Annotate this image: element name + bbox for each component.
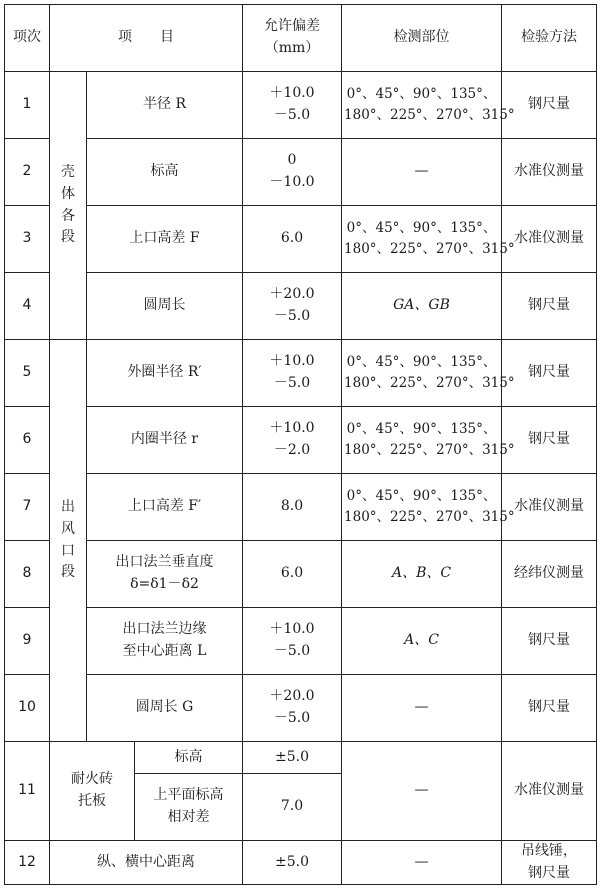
method-line: 吊线锤， (521, 843, 578, 859)
table-row (5, 608, 597, 675)
row-location (342, 340, 515, 407)
row-item (87, 541, 243, 608)
location-line: 180°、225°、270°、315° (344, 509, 515, 525)
row-tolerance: 6.0 (243, 541, 342, 608)
row-no: 7 (5, 474, 50, 541)
row-item: 圆周长 (87, 273, 243, 340)
item-line: 相对差 (167, 809, 210, 825)
header-location: 检测部位 (342, 5, 502, 72)
row-no: 8 (5, 541, 50, 608)
row-tolerance (243, 273, 342, 340)
row-method: 经纬仪测量 (502, 541, 597, 608)
row-item: 纵、横中心距离 (50, 841, 243, 885)
row-tolerance (243, 340, 342, 407)
row-tolerance (243, 139, 342, 206)
row-no: 11 (5, 742, 50, 841)
row-item: 半径 R (87, 72, 243, 139)
table-row (5, 340, 597, 407)
tolerance-value: －5.0 (273, 308, 311, 324)
method-line: 钢尺量 (528, 864, 571, 881)
row-item: 标高 (135, 742, 243, 774)
location-line: 0°、45°、90°、135°、 (346, 488, 497, 505)
row-location: GA、GB (342, 273, 502, 340)
row-no: 1 (5, 72, 50, 139)
header-item: 项 目 (50, 5, 243, 72)
row-tolerance (243, 407, 342, 474)
row-no: 12 (5, 841, 50, 885)
tolerance-value: ＋20.0 (269, 286, 315, 303)
table-row (5, 675, 597, 742)
row-method: 钢尺量 (502, 273, 597, 340)
row-item: 标高 (87, 139, 243, 206)
row-no: 4 (5, 273, 50, 340)
row-method: 水准仪测量 (502, 139, 597, 206)
row-item: 圆周长 G (87, 675, 243, 742)
row-location: — (342, 675, 502, 742)
table-row (5, 273, 597, 340)
row-method: 钢尺量 (502, 608, 597, 675)
row-tolerance: 7.0 (243, 774, 342, 841)
row-no: 10 (5, 675, 50, 742)
tolerance-value: ＋20.0 (269, 688, 315, 705)
header-tolerance (243, 5, 342, 72)
tolerance-value: －5.0 (273, 107, 311, 123)
row-no: 3 (5, 206, 50, 273)
row-no: 6 (5, 407, 50, 474)
header-tolerance-line1: 允许偏差 (264, 18, 321, 35)
row-tolerance: 8.0 (243, 474, 342, 541)
item-line: δ=δ1－δ2 (130, 576, 199, 592)
row-tolerance: 6.0 (243, 206, 342, 273)
table-row (5, 742, 597, 774)
row-location: A、C (342, 608, 502, 675)
group-outlet (50, 340, 87, 742)
item-line: 出口法兰边缘 (122, 621, 207, 638)
group-brick-label: 耐火砖托板 (70, 771, 113, 809)
tolerance-value: ＋10.0 (269, 420, 315, 437)
row-location (342, 474, 515, 541)
row-method: 钢尺量 (502, 340, 597, 407)
tolerance-value: 0 (287, 152, 297, 169)
row-no: 5 (5, 340, 50, 407)
row-tolerance (243, 608, 342, 675)
header-row (5, 5, 597, 72)
row-method (502, 841, 597, 885)
row-item: 内圈半径 r (87, 407, 243, 474)
row-location (342, 206, 515, 273)
location-line: 180°、225°、270°、315° (344, 375, 515, 391)
tolerance-value: －5.0 (273, 375, 311, 391)
row-tolerance: ±5.0 (243, 841, 342, 885)
group-brick (50, 742, 135, 841)
row-item (135, 774, 243, 841)
header-no: 项次 (5, 5, 50, 72)
tolerance-value: －5.0 (273, 710, 311, 726)
row-tolerance (243, 72, 342, 139)
tolerance-value: －2.0 (273, 442, 311, 458)
location-line: 0°、45°、90°、135°、 (346, 354, 497, 371)
row-location: A、B、C (342, 541, 502, 608)
row-item: 上口高差 F′ (87, 474, 243, 541)
tolerance-table (4, 4, 597, 885)
table-row (5, 139, 597, 206)
location-line: 180°、225°、270°、315° (344, 442, 515, 458)
header-tolerance-line2: （mm） (264, 40, 320, 56)
row-location (342, 72, 515, 139)
row-location: — (342, 139, 502, 206)
location-line: 180°、225°、270°、315° (344, 241, 515, 257)
row-tolerance (243, 675, 342, 742)
table-row (5, 841, 597, 885)
item-line: 至中心距离 L (122, 643, 207, 659)
row-location: — (342, 841, 502, 885)
group-shell (50, 72, 87, 340)
location-line: 0°、45°、90°、135°、 (346, 86, 497, 103)
tolerance-value: ＋10.0 (269, 353, 315, 370)
tolerance-value: －5.0 (273, 643, 311, 659)
table-row (5, 72, 597, 139)
table-row (5, 407, 597, 474)
row-no: 9 (5, 608, 50, 675)
row-method: 水准仪测量 (502, 206, 597, 273)
location-line: 180°、225°、270°、315° (344, 107, 515, 123)
header-method: 检验方法 (502, 5, 597, 72)
row-method: 水准仪测量 (502, 474, 597, 541)
item-line: 出口法兰垂直度 (115, 554, 214, 571)
table-row (5, 474, 597, 541)
row-method: 钢尺量 (502, 675, 597, 742)
location-line: 0°、45°、90°、135°、 (346, 220, 497, 237)
row-item: 外圈半径 R′ (87, 340, 243, 407)
table-row (5, 206, 597, 273)
table-row (5, 541, 597, 608)
tolerance-value: ＋10.0 (269, 85, 315, 102)
row-method: 水准仪测量 (502, 742, 597, 841)
item-line: 上平面标高 (153, 787, 224, 804)
row-method: 钢尺量 (502, 407, 597, 474)
row-location: — (342, 742, 502, 841)
tolerance-value: ＋10.0 (269, 621, 315, 638)
group-shell-label: 壳体各段 (61, 164, 75, 246)
row-location (342, 407, 515, 474)
group-outlet-label: 出风口段 (61, 499, 75, 581)
row-item (87, 608, 243, 675)
row-item: 上口高差 F (87, 206, 243, 273)
row-tolerance: ±5.0 (243, 742, 342, 774)
row-method: 钢尺量 (502, 72, 597, 139)
row-no: 2 (5, 139, 50, 206)
tolerance-value: －10.0 (269, 174, 315, 190)
location-line: 0°、45°、90°、135°、 (346, 421, 497, 438)
